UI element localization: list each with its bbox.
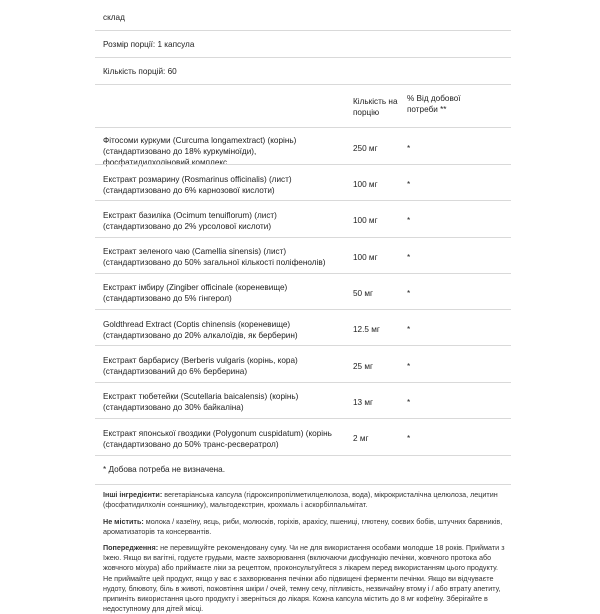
divider [95,30,511,31]
divider [95,200,511,201]
ingredient-daily-value: * [407,362,411,371]
servings-count: Кількість порцій: 60 [103,67,177,76]
other-ingredients-text: вегетаріанська капсула (гідроксипропілметилцелюлоза, вода), мікрокристалічна целюлоза, лецитин (фосфатидилхолін соняшнику), мальтодекстрин, крохмаль і аскорбілпальмітат. [103,490,498,510]
ingredient-amount: 100 мг [353,216,378,225]
ingredient-name: Goldthread Extract (Coptis chinensis (кореневище) (стандартизовано до 20% алкалоїдів, як берберин) [103,320,298,340]
warnings [103,543,505,614]
supplement-facts-panel [95,0,511,614]
divider [95,484,511,485]
ingredient-amount: 12.5 мг [353,325,380,334]
ingredient-amount: 100 мг [353,180,378,189]
ingredient-name: Екстракт тюбетейки (Scutellaria baicalensis) (корінь) (стандартизовано до 30% байкаліна) [103,392,299,412]
ingredient-name: Екстракт японської гвоздики (Polygonum cuspidatum) (корінь (стандартизовано до 50% транс-ресвератрол) [103,429,332,449]
ingredient-daily-value: * [407,434,411,443]
divider [95,84,511,85]
column-header-daily-value: % Від добової потреби ** [407,94,461,114]
does-not-contain [103,517,505,537]
divider [95,382,511,383]
ingredient-amount: 25 мг [353,362,373,371]
divider [95,309,511,310]
divider [95,164,511,165]
ingredient-name: Екстракт базиліка (Ocimum tenuiflorum) (лист) (стандартизовано до 2% урсолової кислоти) [103,211,277,231]
ingredient-daily-value: * [407,216,411,225]
divider [95,237,511,238]
ingredient-daily-value: * [407,325,411,334]
ingredient-name: Екстракт зеленого чаю (Camellia sinensis) (лист) (стандартизовано до 50% загальної кількості поліфенолів) [103,247,326,267]
ingredient-amount: 50 мг [353,289,373,298]
serving-size: Розмір порції: 1 капсула [103,40,195,49]
column-header-amount: Кількість на порцію [353,97,398,117]
divider [95,418,511,419]
ingredient-daily-value: * [407,144,411,153]
ingredient-name: Екстракт розмарину (Rosmarinus officinalis) (лист) (стандартизовано до 6% карнозової кислоти) [103,175,292,195]
composition-heading: склад [103,13,125,22]
divider [95,273,511,274]
ingredient-name: Екстракт барбарису (Berberis vulgaris (корінь, кора) (стандартизований до 6% берберина) [103,356,298,376]
does-not-contain-text: молока / казеїну, яєць, риби, молюсків, горіхів, арахісу, пшениці, глютену, соєвих бобів, штучних барвників, ароматизаторів та консервантів. [103,517,503,537]
daily-value-footnote: * Добова потреба не визначена. [103,465,225,474]
warnings-text: не перевищуйте рекомендовану суму. Чи не для використання особами молодше 18 років. Приймати з їжею. Якщо ви вагітні, годуєте грудьми, маєте захворювання (включаючи дисфункцію печінки, жовчного протока або жовчного міхура) або приймаєте ліки за рецептом, проконсультуйтеся з лікарем перед використанням цього продукту. Не приймайте цей продукт, якщо у вас є захворювання печінки або підвищені ферменти печінки. Якщо ви відчуваєте нудоту, блювоту, біль в животі, пожовтіння шкіри / очей, темну сечу, пітливість, незвичайну втому і / або втрату апетиту, припиніть використання цього продукту і зверніться до лікаря. Кожна капсула містить до 8 мг кофеїну. Зберігайте в недоступному для дітей місці. [103,543,505,614]
does-not-contain-label: Не містить: [103,517,144,526]
divider [95,455,511,456]
warnings-label: Попередження: [103,543,159,552]
ingredient-amount: 13 мг [353,398,373,407]
divider [95,345,511,346]
other-ingredients [103,490,505,510]
ingredient-daily-value: * [407,289,411,298]
other-ingredients-label: Інші інгредієнти: [103,490,163,499]
ingredient-amount: 100 мг [353,253,378,262]
ingredient-daily-value: * [407,398,411,407]
ingredient-daily-value: * [407,180,411,189]
ingredient-name: Фітосоми куркуми (Curcuma longamextract) (корінь) (стандартизовано до 18% куркуміноїди), фосфатидилхоліновий комплекс [103,136,297,167]
ingredient-name: Екстракт імбиру (Zingiber officinale (кореневище) (стандартизовано до 5% гінгерол) [103,283,288,303]
ingredient-amount: 2 мг [353,434,369,443]
ingredient-daily-value: * [407,253,411,262]
divider [95,127,511,128]
divider [95,57,511,58]
ingredient-amount: 250 мг [353,144,378,153]
